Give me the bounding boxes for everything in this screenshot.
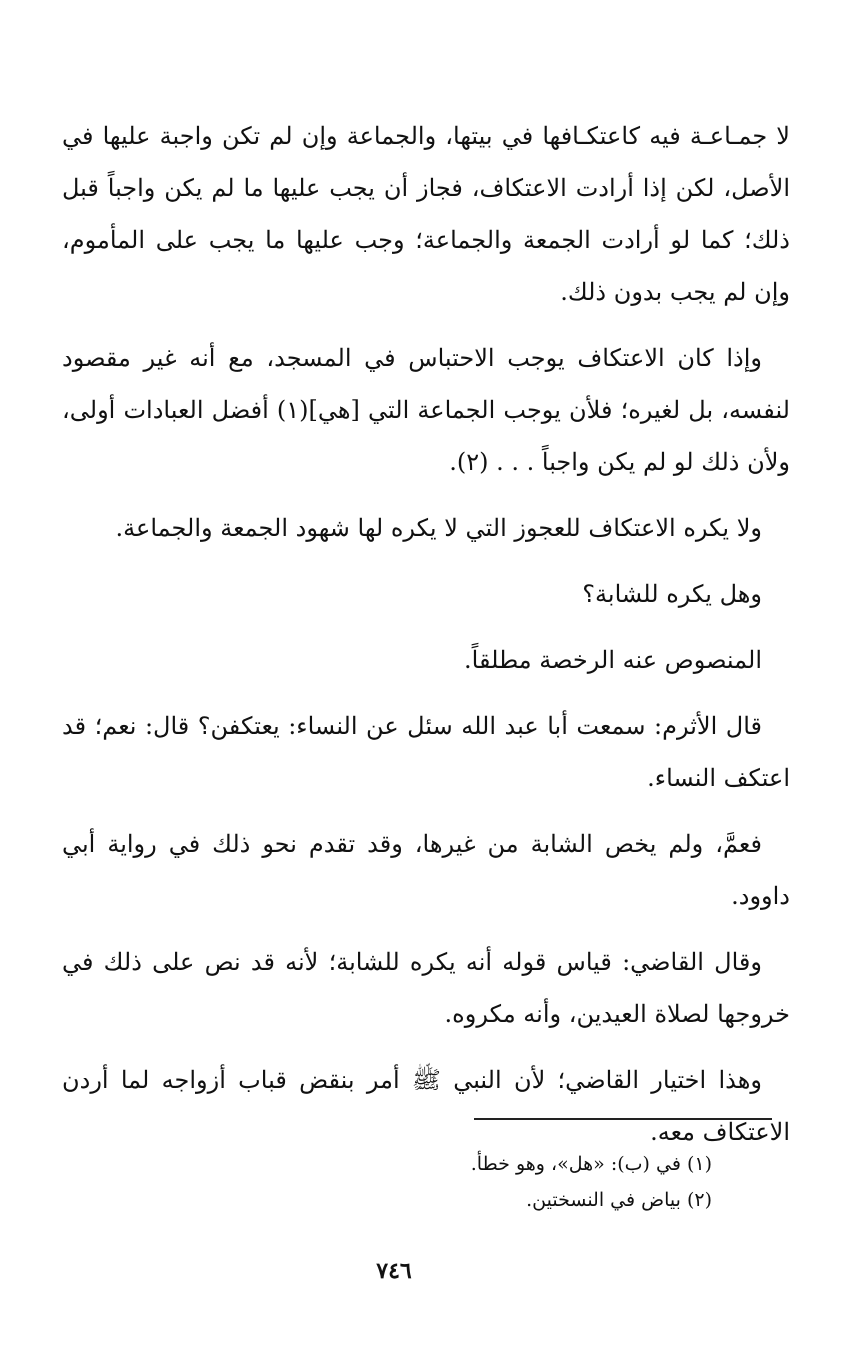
paragraph-3: ولا يكره الاعتكاف للعجوز التي لا يكره لها شهود الجمعة والجماعة. [115, 514, 762, 542]
paragraph-1: لا جمـاعـة فيه كاعتكـافها في بيتها، والجماعة وإن لم تكن واجبة عليها في الأصل، لكن إذا أرادت الاعتكاف، فجاز أن يجب عليها ما لم يكن واجباً قبل ذلك؛ كما لو أرادت الجمعة والجماعة؛ وجب عليها ما يجب على المأموم، وإن لم يجب بدون ذلك. [62, 122, 790, 306]
paragraph-4: وهل يكره للشابة؟ [582, 580, 762, 608]
paragraph-9: وهذا اختيار القاضي؛ لأن النبي ﷺ أمر بنقض قباب أزواجه لما أردن الاعتكاف معه. [62, 1066, 790, 1146]
footnote-1: (١) في (ب): «هل»، وهو خطأ. [470, 1153, 712, 1175]
paragraph-5: المنصوص عنه الرخصة مطلقاً. [464, 646, 762, 674]
page-number: ٧٤٦ [376, 1258, 412, 1284]
main-text [62, 110, 790, 1172]
paragraph-7: فعمَّ، ولم يخص الشابة من غيرها، وقد تقدم نحو ذلك في رواية أبي داوود. [62, 830, 790, 910]
footnote-2: (٢) بياض في النسختين. [526, 1189, 712, 1211]
footnote-divider [474, 1118, 772, 1120]
paragraph-8: وقال القاضي: قياس قوله أنه يكره للشابة؛ لأنه قد نص على ذلك في خروجها لصلاة العيدين، وأنه مكروه. [62, 948, 790, 1028]
paragraph-2: وإذا كان الاعتكاف يوجب الاحتباس في المسجد، مع أنه غير مقصود لنفسه، بل لغيره؛ فلأن يوجب الجماعة التي [هي](١) أفضل العبادات أولى، ولأن ذلك لو لم يكن واجباً . . . (٢). [62, 344, 790, 476]
footnotes [300, 1146, 712, 1218]
paragraph-6: قال الأثرم: سمعت أبا عبد الله سئل عن النساء: يعتكفن؟ قال: نعم؛ قد اعتكف النساء. [62, 712, 790, 792]
